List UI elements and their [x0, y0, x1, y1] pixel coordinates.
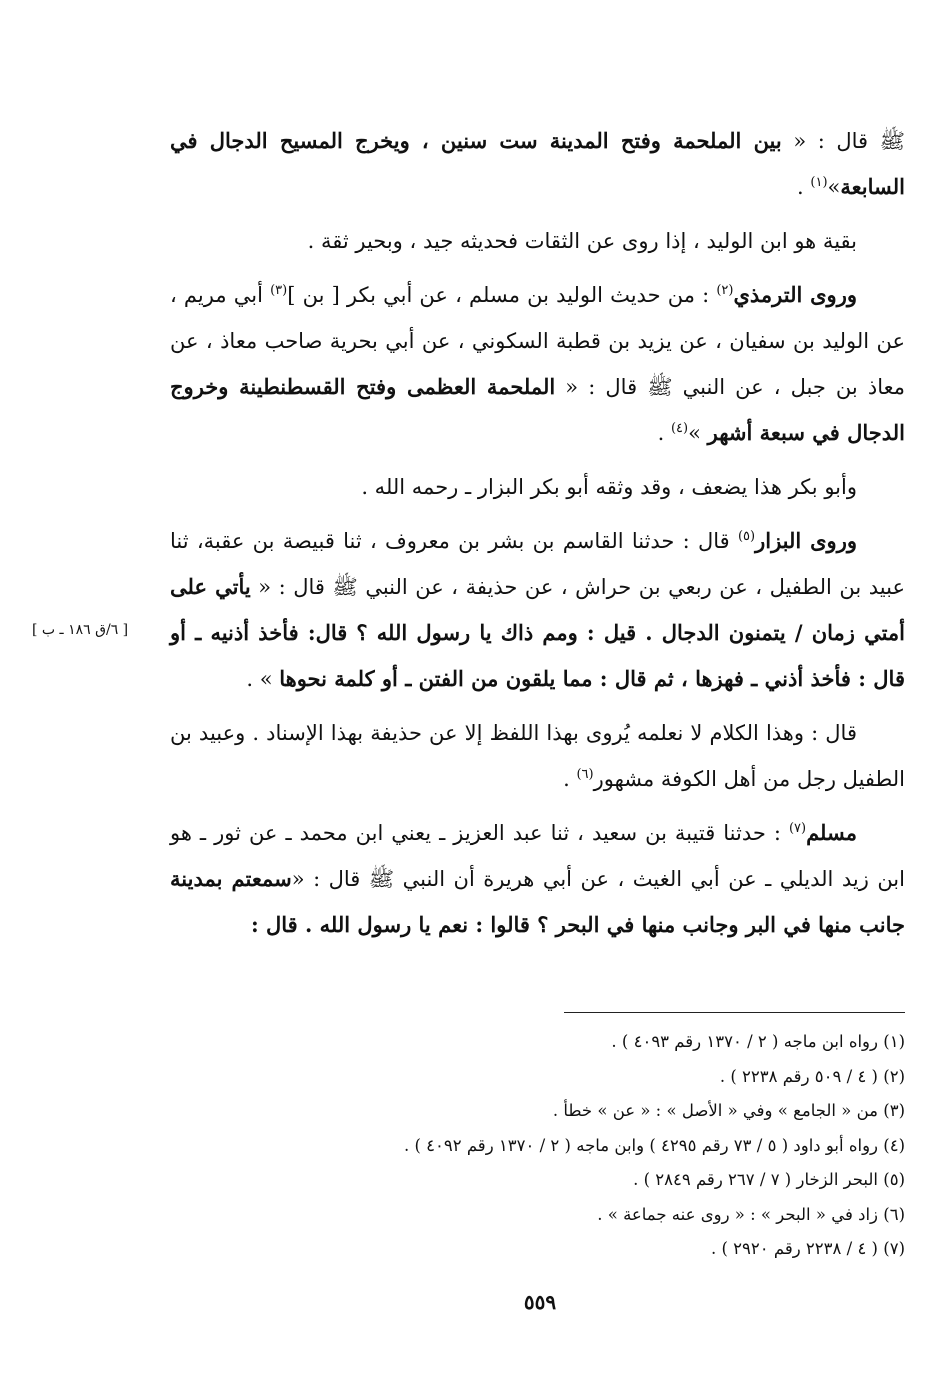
- page-number: ٥٥٩: [523, 1290, 557, 1314]
- footnote: (١) رواه ابن ماجه ( ٢ / ١٣٧٠ رقم ٤٠٩٣ ) .: [611, 1032, 905, 1051]
- text-run: ﷺ قال : «: [781, 129, 905, 153]
- text-run: .: [797, 175, 811, 199]
- footnote: (٥) البحر الزخار ( ٧ / ٢٦٧ رقم ٢٨٤٩ ) .: [633, 1170, 905, 1189]
- footnote: (٢) ( ٤ / ٥٠٩ رقم ٢٢٣٨ ) .: [719, 1066, 905, 1086]
- text-run: أبي مريم ، عن الوليد بن سفيان ، عن يزيد بن قطبة السكوني ، عن أبي بحرية صاحب معاذ ، عن معاذ بن جبل ، عن النبي ﷺ قال : «: [170, 283, 905, 399]
- text-run: : حدثنا قتيبة بن سعيد ، ثنا عبد العزيز ـ يعني ابن محمد ـ عن ثور ـ هو ابن زيد الديلي ـ عن أبي الغيث ، عن أبي هريرة أن النبي ﷺ قال : «: [170, 821, 905, 891]
- paragraph: [170, 218, 905, 264]
- text-run: »: [827, 175, 841, 199]
- hadith-text: وروى البزار: [755, 528, 857, 553]
- footnote-reference: (٥): [737, 529, 756, 544]
- footnotes: [170, 1025, 905, 1267]
- page-body: [170, 118, 905, 956]
- hadith-text: الملحمة العظمى وفتح القسطنطينة وخروج الدجال في سبعة أشهر: [170, 374, 905, 445]
- text-run: .: [563, 767, 577, 791]
- hadith-text: يأتي على أمتي زمان / يتمنون الدجال . قيل : ومم ذاك يا رسول الله ؟ قال: فأخذ أذنيه ـ أو قال : فأخذ أذني ـ فهزها ، ثم قال : مما يلقون من الفتن ـ أو كلمة نحوها: [170, 574, 905, 691]
- footnote: (٣) من « الجامع » وفي « الأصل » : « عن » خطأ .: [552, 1101, 905, 1120]
- footnote: (٧) ( ٤ / ٢٢٣٨ رقم ٢٩٢٠ ) .: [710, 1239, 905, 1258]
- paragraph: [170, 710, 905, 802]
- footnote-reference: (٤): [670, 421, 689, 436]
- footnote: (٦) زاد في « البحر » : « روى عنه جماعة » .: [597, 1204, 905, 1224]
- paragraph: [170, 518, 905, 702]
- hadith-text: وروى الترمذي: [733, 282, 857, 307]
- footnote-separator: [564, 1012, 905, 1013]
- footnote: (٤) رواه أبو داود ( ٥ / ٧٣ رقم ٤٢٩٥ ) وابن ماجه ( ٢ / ١٣٧٠ رقم ٤٠٩٢ ) .: [403, 1135, 905, 1155]
- paragraph: [170, 272, 905, 456]
- text-run: » .: [246, 667, 280, 691]
- footnote-reference: (٦): [576, 767, 594, 782]
- paragraph: [170, 810, 905, 948]
- footnote-reference: (١): [810, 175, 828, 190]
- text-run: وأبو بكر هذا يضعف ، وقد وثقه أبو بكر البزار ـ رحمه الله .: [361, 475, 857, 499]
- text-run: : من حديث الوليد بن مسلم ، عن أبي بكر [ بن ]: [287, 283, 717, 307]
- footnote-reference: (٧): [788, 821, 807, 836]
- text-run: قال : حدثنا القاسم بن بشر بن معروف ، ثنا قبيصة بن عقبة، ثنا عبيد بن الطفيل ، عن ربعي بن حراش ، عن حذيفة ، عن النبي ﷺ قال : «: [170, 529, 905, 599]
- hadith-text: سمعتم بمدينة جانب منها في البر وجانب منها في البحر ؟ قالوا : نعم يا رسول الله . قال :: [170, 866, 905, 937]
- footnote-reference: (٣): [270, 283, 288, 298]
- text-run: قال : وهذا الكلام لا نعلمه يُروى بهذا اللفظ إلا عن حذيفة بهذا الإسناد . وعبيد بن الطفيل رجل من أهل الكوفة مشهور: [170, 721, 905, 791]
- paragraph: [170, 464, 905, 510]
- text-run: »: [688, 421, 708, 445]
- hadith-text: مسلم: [806, 820, 857, 845]
- footnote-reference: (٢): [716, 283, 734, 298]
- text-run: بقية هو ابن الوليد ، إذا روى عن الثقات فحديثه جيد ، وبحير ثقة .: [307, 229, 857, 253]
- hadith-text: بين الملحمة وفتح المدينة ست سنين ، ويخرج المسيح الدجال في السابعة: [170, 128, 905, 199]
- paragraph: [170, 118, 905, 210]
- text-run: .: [657, 421, 671, 445]
- margin-note: [ ٦/ق ١٨٦ ـ ب ]: [32, 622, 129, 638]
